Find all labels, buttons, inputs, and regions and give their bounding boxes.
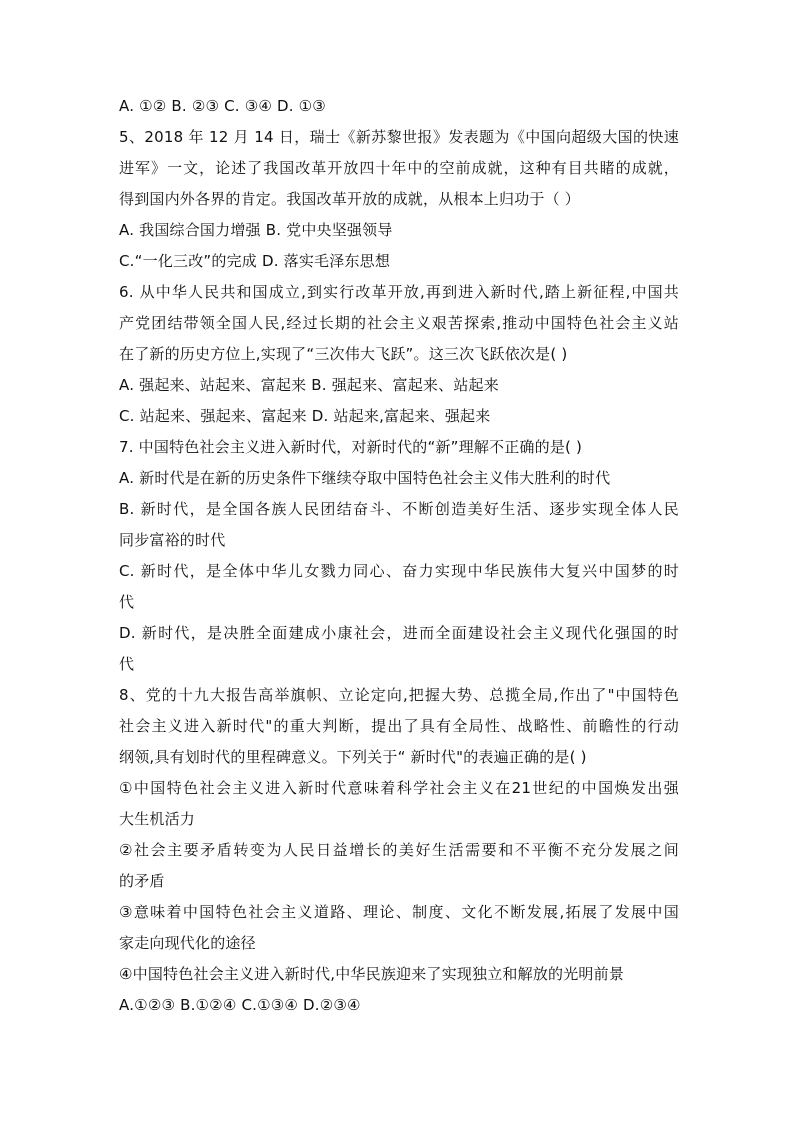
q8-stem-line-2: 社会主义进入新时代"的重大判断，提出了具有全局性、战略性、前瞻性的行动: [119, 717, 679, 735]
q8-statement-3-line-2: 家走向现代化的途径: [119, 934, 256, 952]
q7-option-d-line-1: D. 新时代，是决胜全面建成小康社会，进而全面建设社会主义现代化强国的时: [119, 624, 679, 642]
q7-option-d-line-2: 代: [119, 655, 135, 673]
q7-option-c-line-1: C. 新时代，是全体中华儿女戮力同心、奋力实现中华民族伟大复兴中国梦的时: [119, 562, 679, 580]
q7-option-a: A. 新时代是在新的历史条件下继续夺取中国特色社会主义伟大胜利的时代: [119, 469, 611, 487]
q8-statement-2-line-2: 的矛盾: [119, 872, 165, 890]
q7-option-b-line-2: 同步富裕的时代: [119, 531, 226, 549]
q8-options: A.①②③ B.①②④ C.①③④ D.②③④: [119, 996, 361, 1014]
q6-stem-line-2: 产党团结带领全国人民,经过长期的社会主义艰苦探索,推动中国特色社会主义站: [119, 314, 679, 332]
q6-options-cd: C. 站起来、强起来、富起来 D. 站起来,富起来、强起来: [119, 407, 491, 425]
q5-stem-line-2: 进军》一文，论述了我国改革开放四十年中的空前成就，这种有目共睹的成就，: [119, 159, 679, 177]
q8-statement-2-line-1: ②社会主要矛盾转变为人民日益增长的美好生活需要和不平衡不充分发展之间: [119, 841, 679, 859]
q8-statement-1-line-2: 大生机活力: [119, 810, 196, 828]
q5-stem-line-3: 得到国内外各界的肯定。我国改革开放的成就，从根本上归功于（ ）: [119, 190, 580, 208]
q5-options-ab: A. 我国综合国力增强 B. 党中央坚强领导: [119, 221, 393, 239]
q7-option-b-line-1: B. 新时代，是全国各族人民团结奋斗、不断创造美好生活、逐步实现全体人民: [119, 500, 679, 518]
q5-options-cd: C.“一化三改”的完成 D. 落实毛泽东思想: [119, 252, 391, 270]
q7-option-c-line-2: 代: [119, 593, 135, 611]
q4-options: A. ①② B. ②③ C. ③④ D. ①③: [119, 97, 326, 115]
q5-stem-line-1: 5、2018 年 12 月 14 日，瑞士《新苏黎世报》发表题为《中国向超级大国的快速: [119, 128, 679, 146]
q8-stem-line-1: 8、党的十九大报告高举旗帜、立论定向,把握大势、总揽全局,作出了"中国特色: [119, 686, 679, 704]
q7-stem: 7. 中国特色社会主义进入新时代，对新时代的“新”理解不正确的是( ): [119, 438, 583, 456]
q8-statement-1-line-1: ①中国特色社会主义进入新时代意味着科学社会主义在21世纪的中国焕发出强: [119, 779, 679, 797]
q8-stem-line-3: 纲领,具有划时代的里程碑意义。下列关于“ 新时代"的表遍正确的是( ): [119, 748, 587, 766]
q8-statement-4: ④中国特色社会主义进入新时代,中华民族迎来了实现独立和解放的光明前景: [119, 965, 625, 983]
q6-options-ab: A. 强起来、站起来、富起来 B. 强起来、富起来、站起来: [119, 376, 499, 394]
q6-stem-line-3: 在了新的历史方位上,实现了“三次伟大飞跃”。这三次飞跃依次是( ): [119, 345, 568, 363]
q8-statement-3-line-1: ③意味着中国特色社会主义道路、理论、制度、文化不断发展,拓展了发展中国: [119, 903, 679, 921]
q6-stem-line-1: 6. 从中华人民共和国成立,到实行改革开放,再到进入新时代,踏上新征程,中国共: [119, 283, 679, 301]
